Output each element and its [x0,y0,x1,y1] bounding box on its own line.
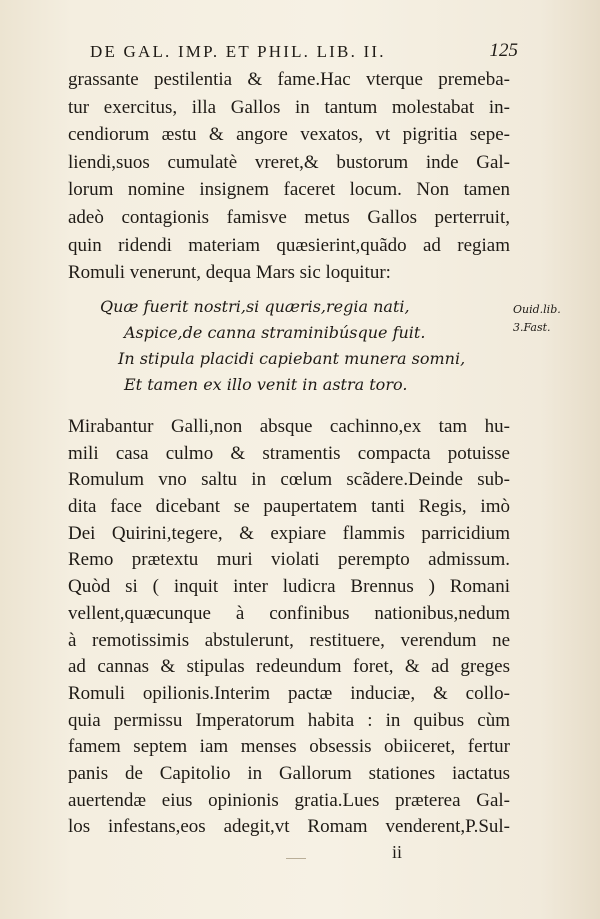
verse-line: Et tamen ex illo venit in astra toro. [124,375,408,394]
text-line: mili casa culmo & stramentis compacta potuisse [68,442,510,464]
bottom-rule-mark [286,858,306,859]
running-head: DE GAL. IMP. ET PHIL. LIB. II. [90,42,386,61]
verse-line: Aspice,de canna straminibúsque fuit. [124,323,426,342]
page-header [90,42,518,66]
signature-mark: ii [392,842,403,862]
verse-line: Quæ fuerit nostri,si quæris,regia nati, [100,297,410,316]
text-line: Quòd si ( inquit inter ludicra Brennus ) Romani [68,576,510,598]
text-line: dita face dicebant se paupertatem tanti Regis, imò [68,496,510,518]
verse-quotation [100,294,466,398]
text-line: ad cannas & stipulas redeundum foret, & ad greges [68,656,510,678]
text-line: liendi,suos cumulatè vreret,& bustorum inde Gal- [68,151,510,173]
paragraph-top [68,66,510,287]
margin-citation-line: Ouid.lib. [513,303,561,316]
text-line: Remo prætextu muri violati perempto admissum. [68,549,510,571]
text-line: los infestans,eos adegit,vt Romam venderent,P.Sul- [68,816,510,838]
text-line: grassante pestilentia & fame.Hac vterque premeba- [68,69,510,90]
text-line: famem septem iam menses obsessis obiiceret, fertur [68,736,510,758]
page-number: 125 [489,40,518,61]
margin-citation [513,301,587,337]
text-line: Romuli opilionis.Interim pactæ induciæ, & collo- [68,682,510,704]
text-line: vellent,quæcunque à confinibus nationibus,nedum [68,602,510,624]
text-line: panis de Capitolio in Gallorum stationes iactatus [68,762,510,784]
margin-citation-line: 3.Fast. [513,321,551,334]
text-line: quin ridendi materiam quæsierint,quãdo ad regiam [68,234,510,256]
verse-line: In stipula placidi capiebant munera somni, [118,349,466,368]
text-line: Mirabantur Galli,non absque cachinno,ex tam hu- [68,416,510,437]
text-line: Romulum vno saltu in cœlum scãdere.Deinde sub- [68,469,510,491]
text-line: adeò contagionis famisve metus Gallos perterruit, [68,206,510,228]
text-line: quia permissu Imperatorum habita : in quibus cùm [68,709,510,731]
text-line: lorum nomine insignem faceret locum. Non tamen [68,179,510,201]
text-line: Romuli venerunt, dequa Mars sic loquitur: [68,262,391,284]
text-line: à remotissimis abstulerunt, restituere, verendum ne [68,629,510,651]
text-line: auertendæ eius opinionis gratia.Lues præterea Gal- [68,789,510,811]
text-line: Dei Quirini,tegere, & expiare flammis parricidium [68,522,510,544]
text-line: tur exercitus, illa Gallos in tantum molestabat in- [68,96,510,118]
paragraph-bottom [68,414,510,841]
text-line: cendiorum æstu & angore vexatos, vt pigritia sepe- [68,124,510,146]
